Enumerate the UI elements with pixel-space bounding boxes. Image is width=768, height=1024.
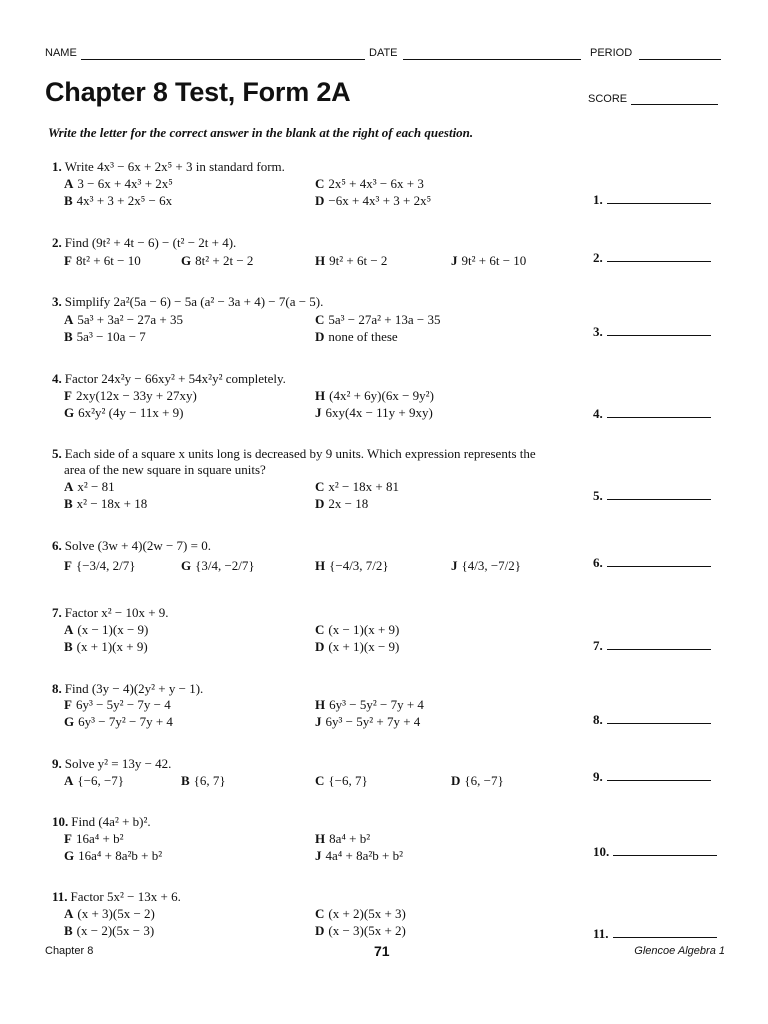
- question-9-stem: [52, 756, 171, 772]
- option-c[interactable]: C 5a³ − 27a² + 13a − 35: [315, 312, 441, 327]
- option-j[interactable]: J 6xy(4x − 11y + 9xy): [315, 405, 433, 420]
- question-number: 6.: [52, 538, 62, 553]
- question-prompt: Find (9t² + 4t − 6) − (t² − 2t + 4).: [64, 235, 237, 250]
- answer-blank-7[interactable]: 7.: [593, 638, 711, 654]
- name-label: NAME: [45, 47, 77, 59]
- question-number: 10.: [52, 814, 69, 829]
- date-label: DATE: [369, 47, 398, 59]
- option-h[interactable]: H {−4/3, 7/2}: [315, 558, 389, 573]
- page-footer: [45, 945, 725, 961]
- question-number: 8.: [52, 681, 62, 696]
- question-6-stem: [52, 538, 211, 554]
- option-j[interactable]: J 4a⁴ + 8a²b + b²: [315, 848, 404, 863]
- option-b[interactable]: B x² − 18x + 18: [64, 496, 148, 511]
- question-5-stem: [52, 446, 536, 462]
- question-prompt: Each side of a square x units long is decreased by 9 units. Which expression represents the: [64, 446, 536, 461]
- date-blank[interactable]: [403, 59, 581, 60]
- period-label: PERIOD: [590, 47, 633, 59]
- answer-blank-3[interactable]: 3.: [593, 324, 711, 340]
- option-b[interactable]: B (x − 2)(5x − 3): [64, 923, 155, 938]
- option-b[interactable]: B 5a³ − 10a − 7: [64, 329, 146, 344]
- question-prompt: Simplify 2a²(5a − 6) − 5a (a² − 3a + 4) − 7(a − 5).: [64, 294, 324, 309]
- answer-blank-8[interactable]: 8.: [593, 712, 711, 728]
- option-d[interactable]: D {6, −7}: [451, 773, 504, 788]
- option-a[interactable]: A {−6, −7}: [64, 773, 125, 788]
- option-g[interactable]: G 6x²y² (4y − 11x + 9): [64, 405, 184, 420]
- question-number: 2.: [52, 235, 62, 250]
- option-a[interactable]: A (x − 1)(x − 9): [64, 622, 149, 637]
- answer-blank-1[interactable]: 1.: [593, 192, 711, 208]
- option-g[interactable]: G {3/4, −2/7}: [181, 558, 255, 573]
- answer-blank-4[interactable]: 4.: [593, 406, 711, 422]
- question-prompt: Write 4x³ − 6x + 2x⁵ + 3 in standard form.: [64, 159, 285, 174]
- page-number: 71: [374, 943, 390, 959]
- option-h[interactable]: H 6y³ − 5y² − 7y + 4: [315, 697, 424, 712]
- answer-blank-5[interactable]: 5.: [593, 488, 711, 504]
- option-h[interactable]: H 9t² + 6t − 2: [315, 253, 388, 268]
- question-8-stem: [52, 681, 203, 697]
- option-f[interactable]: F {−3/4, 2/7}: [64, 558, 136, 573]
- name-blank[interactable]: [81, 59, 365, 60]
- question-prompt: Factor 5x² − 13x + 6.: [70, 889, 181, 904]
- question-prompt: Find (3y − 4)(2y² + y − 1).: [64, 681, 204, 696]
- question-number: 9.: [52, 756, 62, 771]
- question-2-stem: [52, 235, 236, 251]
- footer-chapter: Chapter 8: [45, 945, 94, 957]
- option-b[interactable]: B 4x³ + 3 + 2x⁵ − 6x: [64, 193, 173, 208]
- score-label: SCORE: [588, 93, 628, 105]
- question-number: 3.: [52, 294, 62, 309]
- question-number: 11.: [52, 889, 68, 904]
- question-10-stem: [52, 814, 151, 830]
- question-11-stem: [52, 889, 181, 905]
- option-d[interactable]: D (x + 1)(x − 9): [315, 639, 400, 654]
- question-number: 1.: [52, 159, 62, 174]
- answer-blank-2[interactable]: 2.: [593, 250, 711, 266]
- option-f[interactable]: F 2xy(12x − 33y + 27xy): [64, 388, 197, 403]
- question-5-prompt-cont: area of the new square in square units?: [64, 462, 266, 477]
- question-prompt: Solve y² = 13y − 42.: [64, 756, 172, 771]
- question-prompt: Factor 24x²y − 66xy² + 54x²y² completely.: [64, 371, 286, 386]
- footer-book-title: Glencoe Algebra 1: [634, 945, 725, 957]
- option-c[interactable]: C 2x⁵ + 4x³ − 6x + 3: [315, 176, 424, 191]
- option-j[interactable]: J 9t² + 6t − 10: [451, 253, 527, 268]
- student-info-row: [45, 47, 725, 63]
- option-a[interactable]: A x² − 81: [64, 479, 115, 494]
- option-c[interactable]: C (x − 1)(x + 9): [315, 622, 400, 637]
- option-c[interactable]: C {−6, 7}: [315, 773, 368, 788]
- question-number: 7.: [52, 605, 62, 620]
- answer-blank-11[interactable]: 11.: [593, 926, 717, 942]
- option-f[interactable]: F 8t² + 6t − 10: [64, 253, 141, 268]
- option-j[interactable]: J 6y³ − 5y² + 7y + 4: [315, 714, 421, 729]
- option-d[interactable]: D none of these: [315, 329, 398, 344]
- question-1-stem: [52, 159, 285, 175]
- option-a[interactable]: A (x + 3)(5x − 2): [64, 906, 155, 921]
- option-d[interactable]: D (x − 3)(5x + 2): [315, 923, 406, 938]
- question-prompt: Factor x² − 10x + 9.: [64, 605, 169, 620]
- question-7-stem: [52, 605, 169, 621]
- question-number: 5.: [52, 446, 62, 461]
- option-g[interactable]: G 8t² + 2t − 2: [181, 253, 254, 268]
- score-blank[interactable]: [631, 104, 718, 105]
- option-d[interactable]: D −6x + 4x³ + 3 + 2x⁵: [315, 193, 432, 208]
- option-d[interactable]: D 2x − 18: [315, 496, 369, 511]
- option-h[interactable]: H (4x² + 6y)(6x − 9y²): [315, 388, 434, 403]
- option-f[interactable]: F 16a⁴ + b²: [64, 831, 124, 846]
- option-f[interactable]: F 6y³ − 5y² − 7y − 4: [64, 697, 171, 712]
- option-b[interactable]: B {6, 7}: [181, 773, 226, 788]
- option-j[interactable]: J {4/3, −7/2}: [451, 558, 522, 573]
- answer-blank-6[interactable]: 6.: [593, 555, 711, 571]
- option-g[interactable]: G 16a⁴ + 8a²b + b²: [64, 848, 163, 863]
- instructions: Write the letter for the correct answer in the blank at the right of each question.: [48, 125, 474, 140]
- question-number: 4.: [52, 371, 62, 386]
- question-3-stem: [52, 294, 323, 310]
- question-prompt: Solve (3w + 4)(2w − 7) = 0.: [64, 538, 211, 553]
- question-prompt: Find (4a² + b)².: [71, 814, 151, 829]
- option-a[interactable]: A 3 − 6x + 4x³ + 2x⁵: [64, 176, 173, 191]
- answer-blank-9[interactable]: 9.: [593, 769, 711, 785]
- option-b[interactable]: B (x + 1)(x + 9): [64, 639, 148, 654]
- question-4-stem: [52, 371, 286, 387]
- option-c[interactable]: C (x + 2)(5x + 3): [315, 906, 406, 921]
- page-title: Chapter 8 Test, Form 2A: [45, 77, 351, 107]
- option-g[interactable]: G 6y³ − 7y² − 7y + 4: [64, 714, 173, 729]
- option-c[interactable]: C x² − 18x + 81: [315, 479, 399, 494]
- option-h[interactable]: H 8a⁴ + b²: [315, 831, 371, 846]
- period-blank[interactable]: [639, 59, 721, 60]
- option-a[interactable]: A 5a³ + 3a² − 27a + 35: [64, 312, 183, 327]
- answer-blank-10[interactable]: 10.: [593, 844, 717, 860]
